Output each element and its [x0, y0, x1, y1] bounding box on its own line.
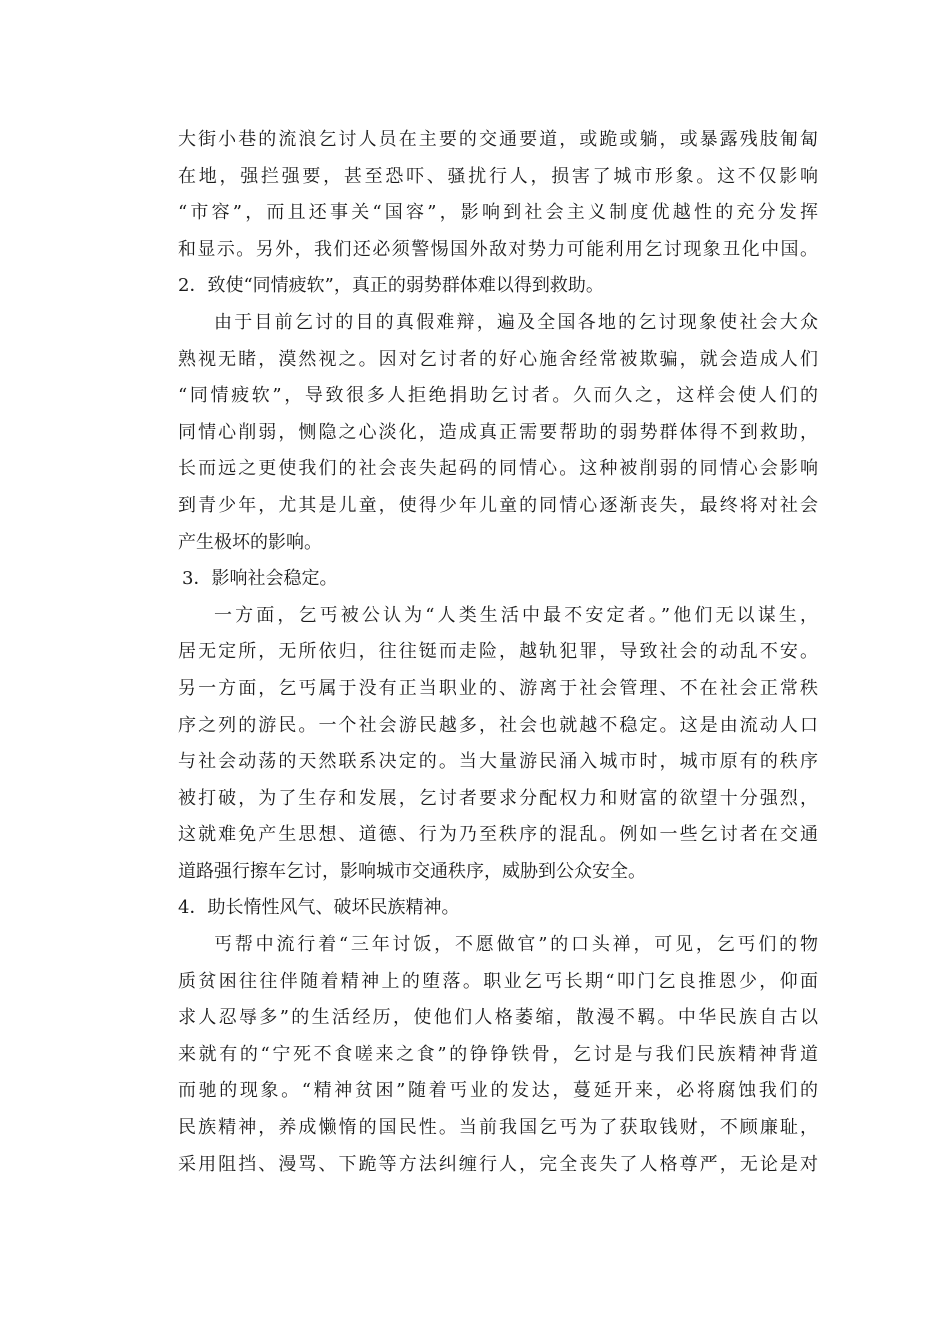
paragraph-line: 来就有的“宁死不食嗟来之食”的铮铮铁骨，乞讨是与我们民族精神背道 — [178, 1043, 818, 1065]
paragraph-line: 在地，强拦强要，甚至恐吓、骚扰行人，损害了城市形象。这不仅影响 — [178, 165, 818, 187]
paragraph-line: 采用阻挡、漫骂、下跪等方法纠缠行人，完全丧失了人格尊严，无论是对 — [178, 1153, 818, 1175]
paragraph-line: 居无定所，无所依归，往往铤而走险，越轨犯罪，导致社会的动乱不安。 — [178, 641, 818, 663]
paragraph-line: 序之列的游民。一个社会游民越多，社会也就越不稳定。这是由流动人口 — [178, 714, 818, 736]
paragraph-line: 同情心削弱，恻隐之心淡化，造成真正需要帮助的弱势群体得不到救助， — [178, 421, 818, 443]
paragraph-line: 另一方面，乞丐属于没有正当职业的、游离于社会管理、不在社会正常秩 — [178, 677, 818, 699]
paragraph-line: 道路强行擦车乞讨，影响城市交通秩序，威胁到公众安全。 — [178, 860, 646, 882]
paragraph-line: 求人忍辱多”的生活经历，使他们人格萎缩，散漫不羁。中华民族自古以 — [178, 1007, 818, 1029]
paragraph-line: 被打破，为了生存和发展，乞讨者要求分配权力和财富的欲望十分强烈， — [178, 787, 818, 809]
paragraph-line: 与社会动荡的天然联系决定的。当大量游民涌入城市时，城市原有的秩序 — [178, 751, 818, 773]
paragraph-first-line: 一方面，乞丐被公认为“人类生活中最不安定者。”他们无以谋生， — [214, 604, 818, 626]
paragraph-line: 民族精神，养成懒惰的国民性。当前我国乞丐为了获取钱财，不顾廉耻， — [178, 1117, 818, 1139]
paragraph-line: 到青少年，尤其是儿童，使得少年儿童的同情心逐渐丧失，最终将对社会 — [178, 494, 818, 516]
section-heading: 3．影响社会稳定。 — [182, 568, 338, 590]
paragraph-first-line: 丐帮中流行着“三年讨饭，不愿做官”的口头禅，可见，乞丐们的物 — [214, 934, 818, 956]
paragraph-line: 产生极坏的影响。 — [178, 531, 322, 553]
section-heading: 4．助长惰性风气、破坏民族精神。 — [178, 897, 460, 919]
paragraph-line: 大街小巷的流浪乞讨人员在主要的交通要道，或跪或躺，或暴露残肢匍匐 — [178, 129, 818, 150]
paragraph-line: “市容”，而且还事关“国容”，影响到社会主义制度优越性的充分发挥 — [178, 202, 818, 224]
document-body-text — [178, 122, 818, 1183]
paragraph-line: “同情疲软”，导致很多人拒绝捐助乞讨者。久而久之，这样会使人们的 — [178, 385, 818, 407]
paragraph-line: 这就难免产生思想、道德、行为乃至秩序的混乱。例如一些乞讨者在交通 — [178, 824, 818, 846]
paragraph-line: 和显示。另外，我们还必须警惕国外敌对势力可能利用乞讨现象丑化中国。 — [178, 238, 818, 260]
paragraph-line: 长而远之更使我们的社会丧失起码的同情心。这种被削弱的同情心会影响 — [178, 458, 818, 480]
section-heading: 2．致使“同情疲软”，真正的弱势群体难以得到救助。 — [178, 275, 604, 297]
paragraph-line: 而驰的现象。“精神贫困”随着丐业的发达，蔓延开来，必将腐蚀我们的 — [178, 1080, 818, 1102]
paragraph-line: 熟视无睹，漠然视之。因对乞讨者的好心施舍经常被欺骗，就会造成人们 — [178, 348, 818, 370]
paragraph-line: 质贫困往往伴随着精神上的堕落。职业乞丐长期“叩门乞良推恩少，仰面 — [178, 970, 818, 992]
paragraph-first-line: 由于目前乞讨的目的真假难辩，遍及全国各地的乞讨现象使社会大众 — [214, 311, 818, 333]
